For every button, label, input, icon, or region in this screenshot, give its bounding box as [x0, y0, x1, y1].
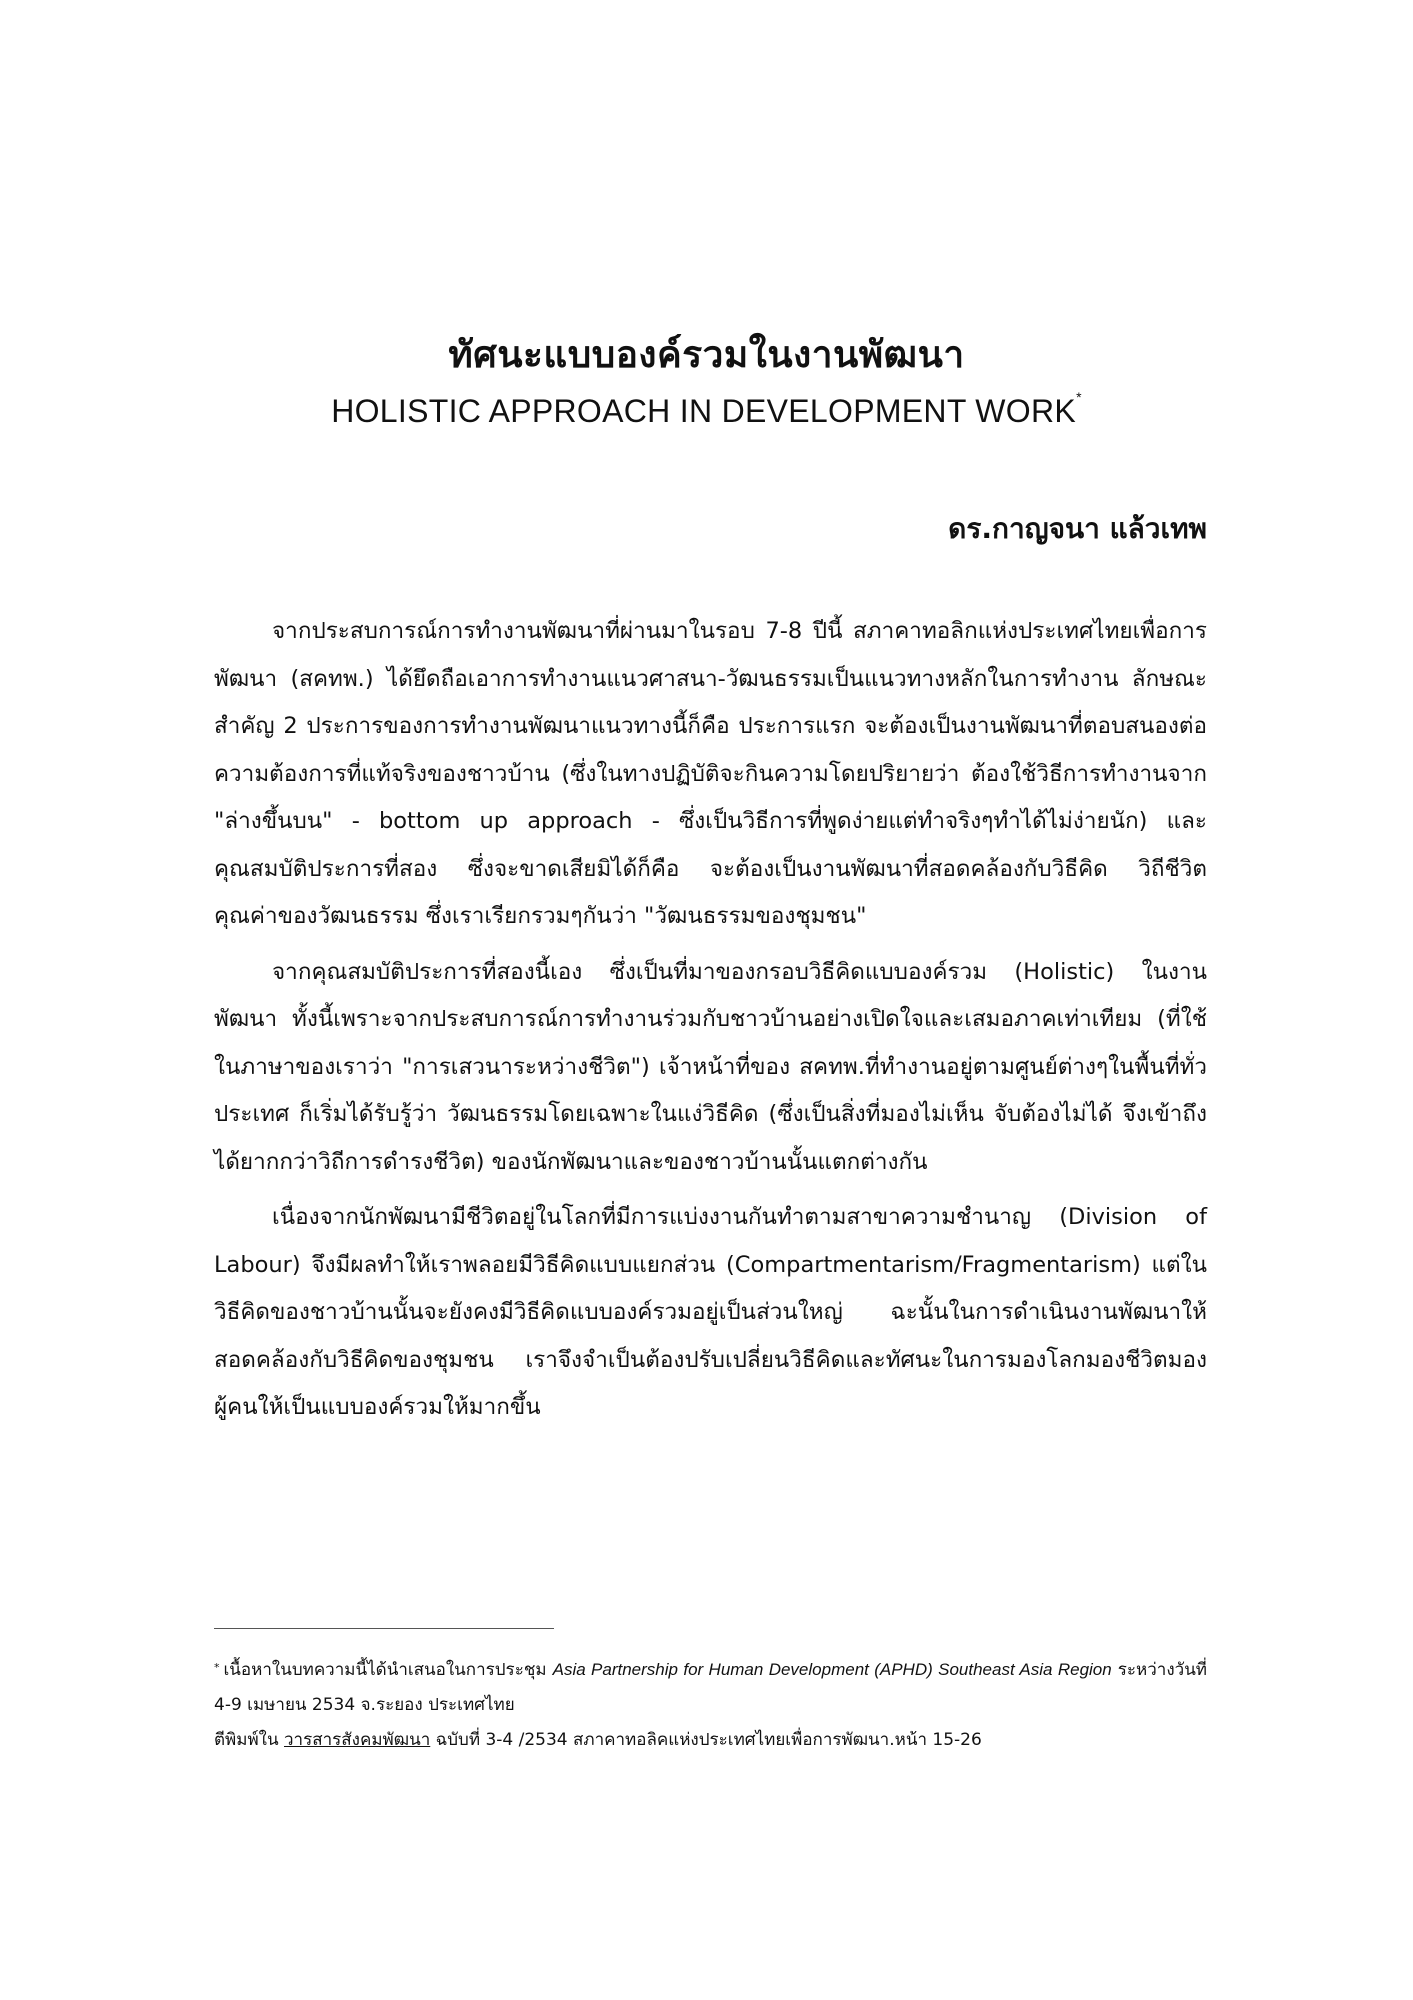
footnote-mark: *: [214, 1661, 220, 1674]
footnote-line-1: [214, 1652, 1207, 1723]
footnotes: [214, 1652, 1207, 1758]
paragraph-2: จากคุณสมบัติประการที่สองนี้เอง ซึ่งเป็นที่มาของกรอบวิธีคิดแบบองค์รวม (Holistic) ในงานพัฒนา ทั้งนี้เพราะจากประสบการณ์การทำงานร่วมกับชาวบ้านอย่างเปิดใจและเสมอภาคเท่าเทียม (ที่ใช้ในภาษาของเราว่า "การเสวนาระหว่างชีวิต") เจ้าหน้าที่ของ สคทพ.ที่ทำงานอยู่ตามศูนย์ต่างๆในพื้นที่ทั่วประเทศ ก็เริ่มได้รับรู้ว่า วัฒนธรรมโดยเฉพาะในแง่วิธีคิด (ซึ่งเป็นสิ่งที่มองไม่เห็น จับต้องไม่ได้ จึงเข้าถึงได้ยากกว่าวิถีการดำรงชีวิต) ของนักพัฒนาและของชาวบ้านนั้นแตกต่างกัน: [214, 958, 1207, 1175]
footnote-line-2: [214, 1723, 1207, 1758]
footnote-published-suffix: ฉบับที่ 3-4 /2534 สภาคาทอลิคแห่งประเทศไทยเพื่อการพัฒนา.หน้า 15-26: [435, 1730, 982, 1750]
paragraph-1: จากประสบการณ์การทำงานพัฒนาที่ผ่านมาในรอบ 7-8 ปีนี้ สภาคาทอลิกแห่งประเทศไทยเพื่อการพัฒนา (สคทพ.) ได้ยึดถือเอาการทำงานแนวศาสนา-วัฒนธรรมเป็นแนวทางหลักในการทำงาน ลักษณะสำคัญ 2 ประการของการทำงานพัฒนาแนวทางนี้ก็คือ ประการแรก จะต้องเป็นงานพัฒนาที่ตอบสนองต่อความต้องการที่แท้จริงของชาวบ้าน (ซึ่งในทางปฏิบัติจะกินความโดยปริยายว่า ต้องใช้วิธีการทำงานจาก "ล่างขึ้นบน" - bottom up approach - ซึ่งเป็นวิธีการที่พูดง่ายแต่ทำจริงๆทำได้ไม่ง่ายนัก) และคุณสมบัติประการที่สอง ซึ่งจะขาดเสียมิได้ก็คือ จะต้องเป็นงานพัฒนาที่สอดคล้องกับวิธีคิด วิถีชีวิต คุณค่าของวัฒนธรรม ซึ่งเราเรียกรวมๆกันว่า "วัฒนธรรมของชุมชน": [214, 618, 1207, 929]
paragraph-3: เนื่องจากนักพัฒนามีชีวิตอยู่ในโลกที่มีการแบ่งงานกันทำตามสาขาความชำนาญ (Division of Labour) จึงมีผลทำให้เราพลอยมีวิธีคิดแบบแยกส่วน (Compartmentarism/Fragmentarism) แต่ในวิธีคิดของชาวบ้านนั้นจะยังคงมีวิธีคิดแบบองค์รวมอยู่เป็นส่วนใหญ่ ฉะนั้นในการดำเนินงานพัฒนาให้สอดคล้องกับวิธีคิดของชุมชน เราจึงจำเป็นต้องปรับเปลี่ยนวิธีคิดและทัศนะในการมองโลกมองชีวิตมองผู้คนให้เป็นแบบองค์รวมให้มากขึ้น: [214, 1204, 1207, 1420]
footnote-conference: Asia Partnership for Human Development (APHD) Southeast Asia Region: [552, 1660, 1112, 1679]
title-footnote-mark: *: [1076, 389, 1082, 405]
footnote-separator: [214, 1628, 554, 1629]
footnote-published-prefix: ตีพิมพ์ใน: [214, 1730, 279, 1750]
footnote-prefix: เนื้อหาในบทความนี้ได้นำเสนอในการประชุม: [223, 1660, 547, 1680]
footnote-journal: วารสารสังคมพัฒนา: [284, 1730, 431, 1750]
title-english-line: [0, 389, 1413, 430]
title-english: HOLISTIC APPROACH IN DEVELOPMENT WORK: [331, 393, 1077, 429]
article-body: [214, 608, 1207, 1440]
title-thai: ทัศนะแบบองค์รวมในงานพัฒนา: [448, 333, 965, 376]
author-name: ดร.กาญจนา แล้วเทพ: [948, 512, 1207, 545]
footnote-date-place: ระหว่างวันที่ 4-9 เมษายน 2534 จ.ระยอง ประเทศไทย: [214, 1660, 1208, 1715]
